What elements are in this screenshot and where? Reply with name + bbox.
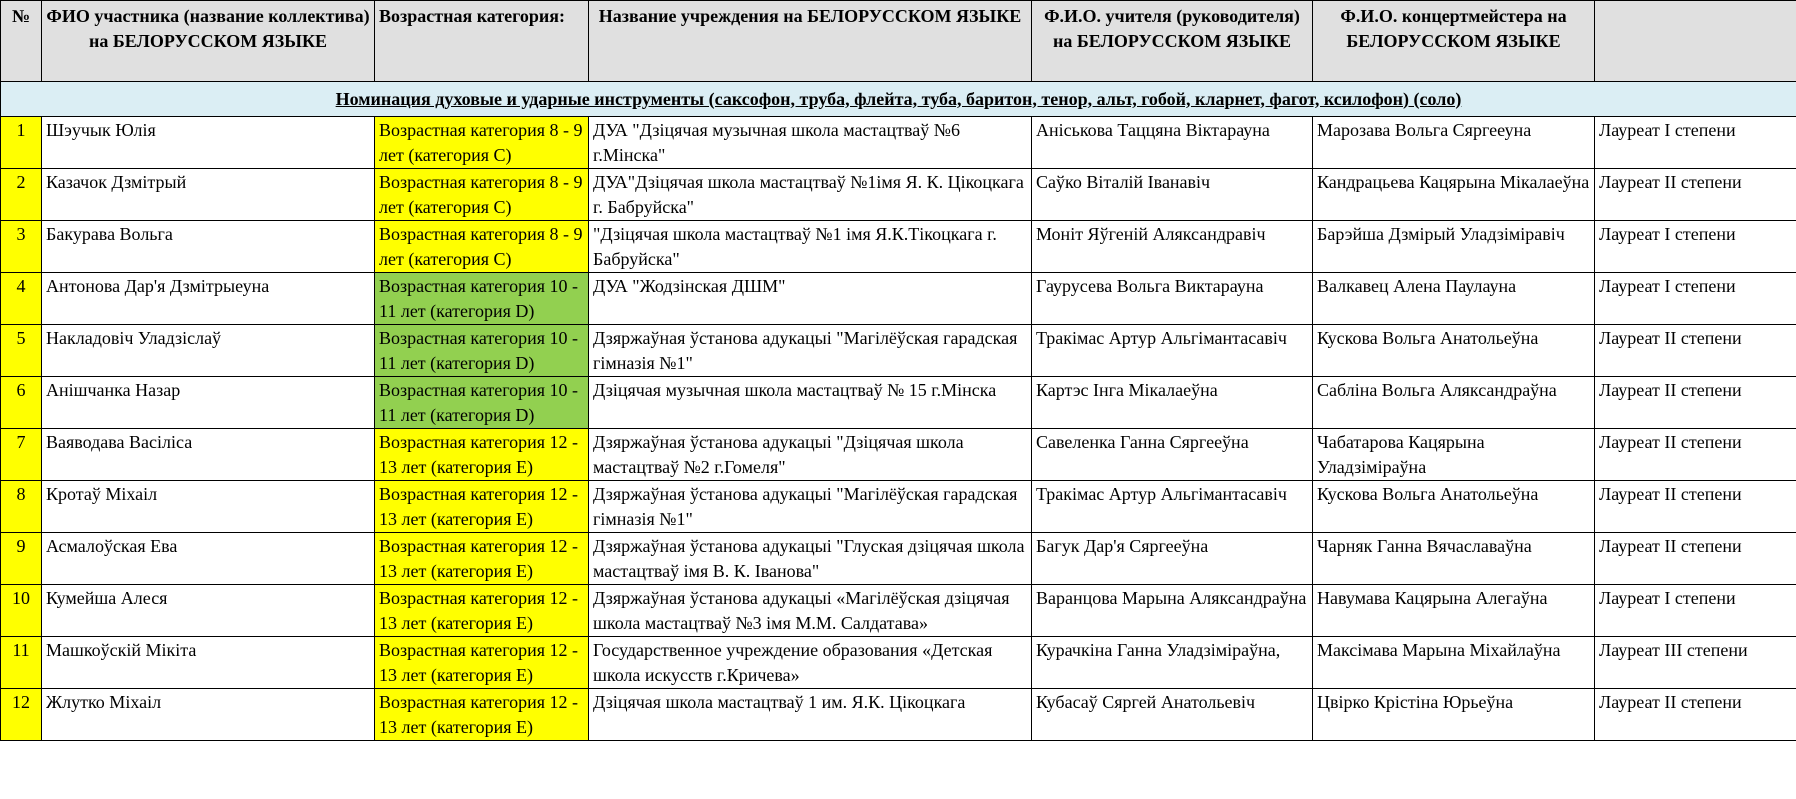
table-row [1, 273, 1796, 325]
row-number: 5 [1, 325, 42, 377]
accompanist-name: Кускова Вольга Анатольеўна [1313, 325, 1595, 377]
participant-name: Антонова Дар'я Дзмітрыеуна [42, 273, 375, 325]
age-category: Возрастная категория 12 - 13 лет (категория E) [375, 689, 589, 741]
age-category: Возрастная категория 12 - 13 лет (категория E) [375, 429, 589, 481]
table-row [1, 169, 1796, 221]
row-number: 7 [1, 429, 42, 481]
institution-name: Дзіцячая школа мастацтваў 1 им. Я.К. Цікоцкага [589, 689, 1032, 741]
institution-name: ДУА"Дзіцячая школа мастацтваў №1імя Я. К. Цікоцкага г. Бабруйска" [589, 169, 1032, 221]
age-category: Возрастная категория 10 - 11 лет (категория D) [375, 377, 589, 429]
result-award: Лауреат I степени [1595, 117, 1796, 169]
table-row [1, 117, 1796, 169]
participant-name: Машкоўскій Мікіта [42, 637, 375, 689]
accompanist-name: Чабатарова Кацярына Уладзіміраўна [1313, 429, 1595, 481]
table-row [1, 637, 1796, 689]
teacher-name: Гаурусева Вольга Виктараунa [1032, 273, 1313, 325]
table-row [1, 325, 1796, 377]
participant-name: Жлутко Міхаіл [42, 689, 375, 741]
teacher-name: Картэс Інга Мікалаеўна [1032, 377, 1313, 429]
result-award: Лауреат I степени [1595, 585, 1796, 637]
header-institution: Название учреждения на БЕЛОРУССКОМ ЯЗЫКЕ [589, 1, 1032, 82]
accompanist-name: Максімава Марына Міхайлаўна [1313, 637, 1595, 689]
result-award: Лауреат II степени [1595, 429, 1796, 481]
row-number: 12 [1, 689, 42, 741]
table-row [1, 585, 1796, 637]
institution-name: Дзяржаўная ўстанова адукацыі "Магілёўская гарадская гімназія №1" [589, 481, 1032, 533]
participant-name: Асмалоўская Ева [42, 533, 375, 585]
participant-name: Бакурава Вольга [42, 221, 375, 273]
result-award: Лауреат I степени [1595, 273, 1796, 325]
teacher-name: Аніськова Таццяна Віктараунa [1032, 117, 1313, 169]
institution-name: Государственное учреждение образования «Детская школа искусств г.Кричева» [589, 637, 1032, 689]
nomination-row [1, 82, 1796, 117]
nomination-title: Номинация духовые и ударные инструменты (саксофон, труба, флейта, туба, баритон, тенор, альт, гобой, кларнет, фагот, ксилофон) (соло) [1, 82, 1796, 117]
table-row [1, 533, 1796, 585]
age-category: Возрастная категория 12 - 13 лет (категория E) [375, 637, 589, 689]
row-number: 11 [1, 637, 42, 689]
participant-name: Накладовіч Уладзіслаў [42, 325, 375, 377]
header-participant: ФИО участника (название коллектива) на БЕЛОРУССКОМ ЯЗЫКЕ [42, 1, 375, 82]
table-row [1, 481, 1796, 533]
table-header [1, 1, 1796, 82]
institution-name: Дзяржаўная ўстанова адукацыі "Глуская дзіцячая школа мастацтваў імя В. К. Іванова" [589, 533, 1032, 585]
header-accompanist: Ф.И.О. концертмейстера на БЕЛОРУССКОМ ЯЗЫКЕ [1313, 1, 1595, 82]
participant-name: Кумейша Алеся [42, 585, 375, 637]
header-category: Возрастная категория: [375, 1, 589, 82]
accompanist-name: Чарняк Ганна Вячаславаўна [1313, 533, 1595, 585]
teacher-name: Саўко Віталій Іванавіч [1032, 169, 1313, 221]
row-number: 10 [1, 585, 42, 637]
teacher-name: Варанцова Марына Аляксандраўна [1032, 585, 1313, 637]
institution-name: "Дзіцячая школа мастацтваў №1 імя Я.К.Тікоцкага г. Бабруйска" [589, 221, 1032, 273]
institution-name: Дзяржаўная ўстанова адукацыі "Дзіцячая школа мастацтваў №2 г.Гомеля" [589, 429, 1032, 481]
accompanist-name: Кандрацьева Кацярына Мікалаеўна [1313, 169, 1595, 221]
age-category: Возрастная категория 12 - 13 лет (категория E) [375, 533, 589, 585]
institution-name: ДУА "Дзіцячая музычная школа мастацтваў №6 г.Мінска" [589, 117, 1032, 169]
accompanist-name: Валкавец Алена Паулауна [1313, 273, 1595, 325]
row-number: 2 [1, 169, 42, 221]
header-num: № [1, 1, 42, 82]
row-number: 4 [1, 273, 42, 325]
row-number: 3 [1, 221, 42, 273]
table-row [1, 221, 1796, 273]
result-award: Лауреат II степени [1595, 533, 1796, 585]
row-number: 6 [1, 377, 42, 429]
participant-name: Шэучык Юлія [42, 117, 375, 169]
row-number: 1 [1, 117, 42, 169]
teacher-name: Моніт Яўгеній Аляксандравіч [1032, 221, 1313, 273]
age-category: Возрастная категория 12 - 13 лет (категория E) [375, 585, 589, 637]
table-row [1, 429, 1796, 481]
row-number: 9 [1, 533, 42, 585]
institution-name: ДУА "Жодзінская ДШМ" [589, 273, 1032, 325]
accompanist-name: Барэйша Дзмірый Уладзіміравіч [1313, 221, 1595, 273]
teacher-name: Курачкіна Ганна Уладзіміраўна, [1032, 637, 1313, 689]
table-body [1, 82, 1796, 741]
header-row [1, 1, 1796, 82]
result-award: Лауреат II степени [1595, 481, 1796, 533]
result-award: Лауреат III степени [1595, 637, 1796, 689]
header-result [1595, 1, 1796, 82]
table-row [1, 689, 1796, 741]
accompanist-name: Сабліна Вольга Аляксандраўна [1313, 377, 1595, 429]
participant-name: Ваяводава Васіліса [42, 429, 375, 481]
teacher-name: Кубасаў Сяргей Анатольевіч [1032, 689, 1313, 741]
age-category: Возрастная категория 8 - 9 лет (категория С) [375, 117, 589, 169]
institution-name: Дзяржаўная ўстанова адукацыі "Магілёўская гарадская гімназія №1" [589, 325, 1032, 377]
participant-name: Анішчанка Назар [42, 377, 375, 429]
table-row [1, 377, 1796, 429]
accompanist-name: Марозава Вольга Сяргееуна [1313, 117, 1595, 169]
result-award: Лауреат I степени [1595, 221, 1796, 273]
header-teacher: Ф.И.О. учителя (руководителя) на БЕЛОРУССКОМ ЯЗЫКЕ [1032, 1, 1313, 82]
teacher-name: Тракімас Артур Альгімантасавіч [1032, 325, 1313, 377]
accompanist-name: Цвірко Крістіна Юрьеўна [1313, 689, 1595, 741]
result-award: Лауреат II степени [1595, 689, 1796, 741]
age-category: Возрастная категория 8 - 9 лет (категория С) [375, 221, 589, 273]
result-award: Лауреат II степени [1595, 325, 1796, 377]
age-category: Возрастная категория 10 - 11 лет (категория D) [375, 325, 589, 377]
result-award: Лауреат II степени [1595, 377, 1796, 429]
teacher-name: Багук Дар'я Сяргееўна [1032, 533, 1313, 585]
teacher-name: Савеленка Ганна Сяргееўна [1032, 429, 1313, 481]
age-category: Возрастная категория 12 - 13 лет (категория E) [375, 481, 589, 533]
age-category: Возрастная категория 10 - 11 лет (категория D) [375, 273, 589, 325]
institution-name: Дзіцячая музычная школа мастацтваў № 15 г.Мінска [589, 377, 1032, 429]
institution-name: Дзяржаўная ўстанова адукацыі «Магілёўская дзіцячая школа мастацтваў №3 імя М.М. Салдатава» [589, 585, 1032, 637]
age-category: Возрастная категория 8 - 9 лет (категория С) [375, 169, 589, 221]
participant-name: Казачок Дзмітрый [42, 169, 375, 221]
participant-name: Кротаў Міхаіл [42, 481, 375, 533]
accompanist-name: Кускова Вольга Анатольеўна [1313, 481, 1595, 533]
teacher-name: Тракімас Артур Альгімантасавіч [1032, 481, 1313, 533]
row-number: 8 [1, 481, 42, 533]
result-award: Лауреат II степени [1595, 169, 1796, 221]
accompanist-name: Навумава Кацярына Алегаўна [1313, 585, 1595, 637]
